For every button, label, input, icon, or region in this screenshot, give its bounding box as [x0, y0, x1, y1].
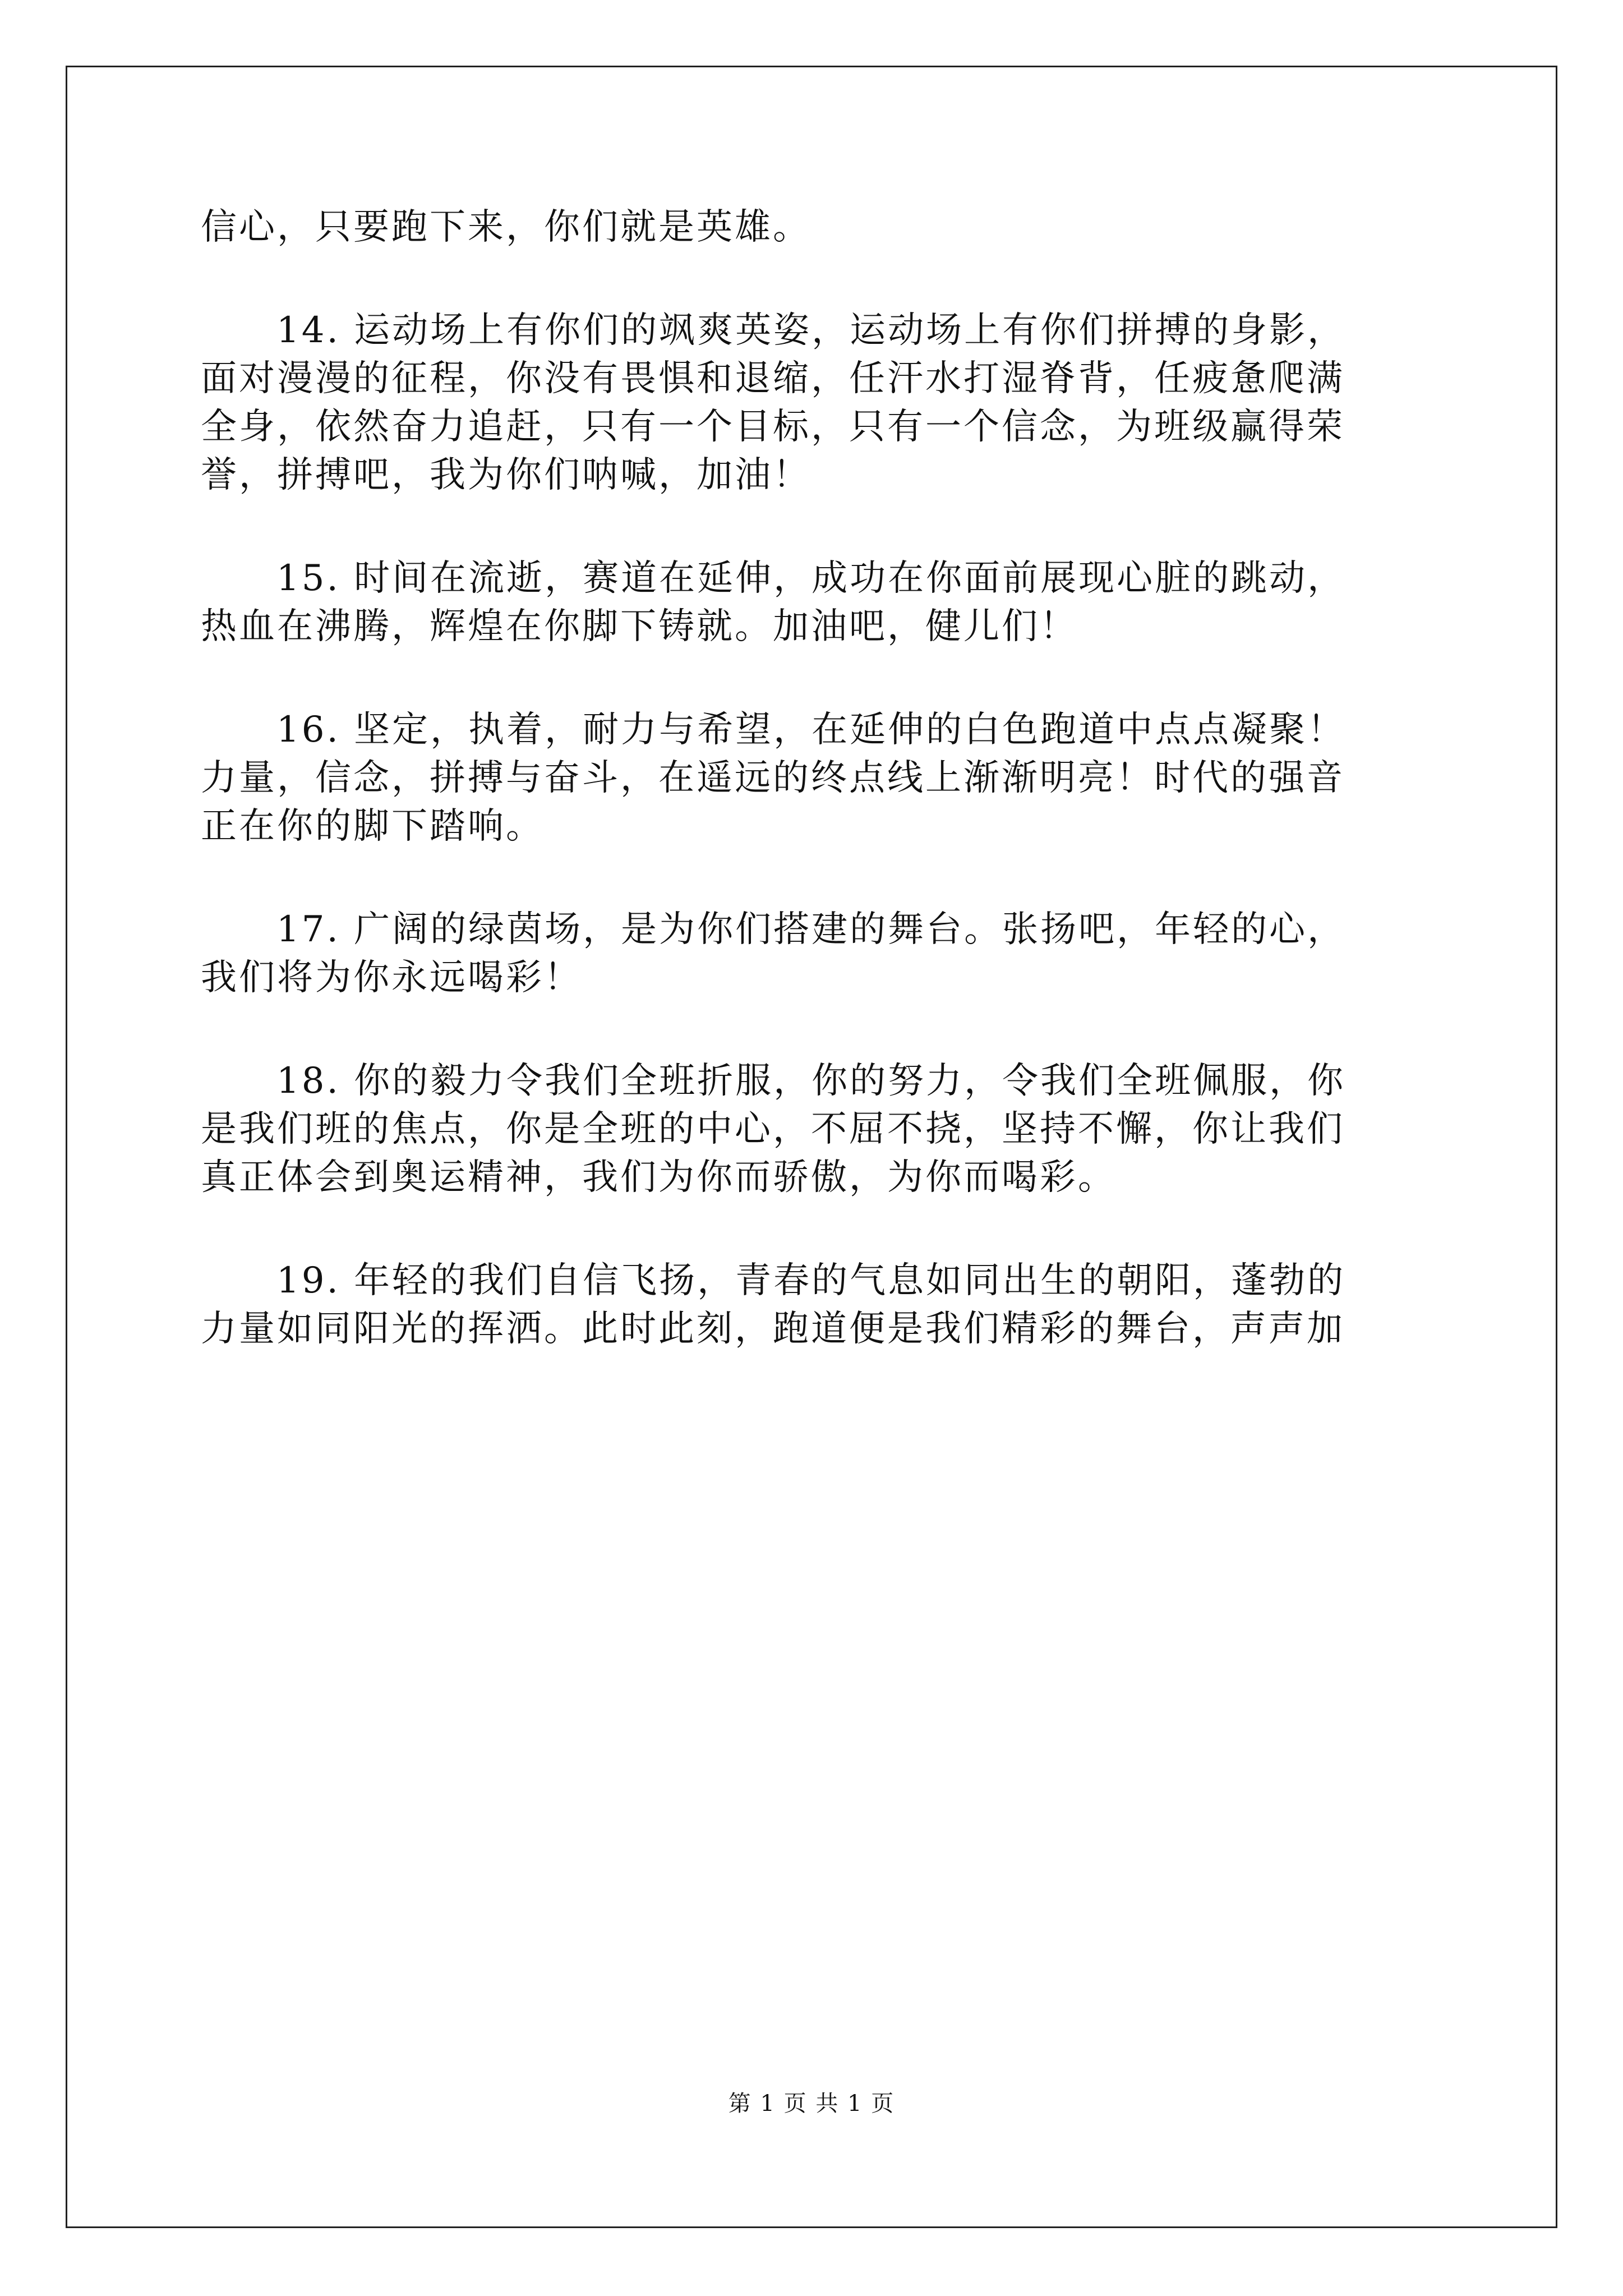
- text-line: 信心，只要跑下来，你们就是英雄。: [201, 206, 811, 248]
- text-line: 全身，依然奋力追赶，只有一个目标，只有一个信念，为班级赢得荣: [201, 406, 1345, 448]
- paragraph-gap: [201, 251, 1435, 306]
- text-line: 力量，信念，拼搏与奋斗，在遥远的终点线上渐渐明亮！时代的强音: [201, 757, 1345, 799]
- paragraph-gap: [201, 1202, 1435, 1257]
- text-line: 力量如同阳光的挥洒。此时此刻，跑道便是我们精彩的舞台，声声加: [201, 1308, 1345, 1350]
- text-line: 是我们班的焦点，你是全班的中心，不屈不挠，坚持不懈，你让我们: [201, 1108, 1345, 1150]
- text-line: 15. 时间在流逝，赛道在延伸，成功在你面前展现心脏的跳动，: [276, 558, 1346, 599]
- paragraph-gap: [201, 499, 1435, 554]
- page-footer: 第 1 页 共 1 页: [728, 2091, 895, 2116]
- text-line: 真正体会到奥运精神，我们为你而骄傲，为你而喝彩。: [201, 1157, 1116, 1198]
- text-line: 誉，拼搏吧，我为你们呐喊，加油！: [201, 454, 811, 496]
- text-line: 14. 运动场上有你们的飒爽英姿，运动场上有你们拼搏的身影，: [276, 310, 1346, 351]
- text-line: 18. 你的毅力令我们全班折服，你的努力，令我们全班佩服，你: [276, 1060, 1346, 1102]
- text-line: 我们将为你永远喝彩！: [201, 957, 582, 999]
- text-line: 19. 年轻的我们自信飞扬，青春的气息如同出生的朝阳，蓬勃的: [276, 1260, 1346, 1301]
- text-line: 热血在沸腾，辉煌在你脚下铸就。加油吧，健儿们！: [201, 606, 1078, 647]
- text-line: 面对漫漫的征程，你没有畏惧和退缩，任汗水打湿脊背，任疲惫爬满: [201, 358, 1345, 399]
- paragraph-gap: [201, 1002, 1435, 1057]
- paragraph-gap: [201, 651, 1435, 706]
- text-line: 正在你的脚下踏响。: [201, 806, 544, 847]
- text-line: 16. 坚定，执着，耐力与希望，在延伸的白色跑道中点点凝聚！: [276, 709, 1346, 751]
- paragraph-gap: [201, 850, 1435, 905]
- text-line: 17. 广阔的绿茵场，是为你们搭建的舞台。张扬吧，年轻的心，: [276, 909, 1346, 950]
- document-body: [201, 203, 1435, 1353]
